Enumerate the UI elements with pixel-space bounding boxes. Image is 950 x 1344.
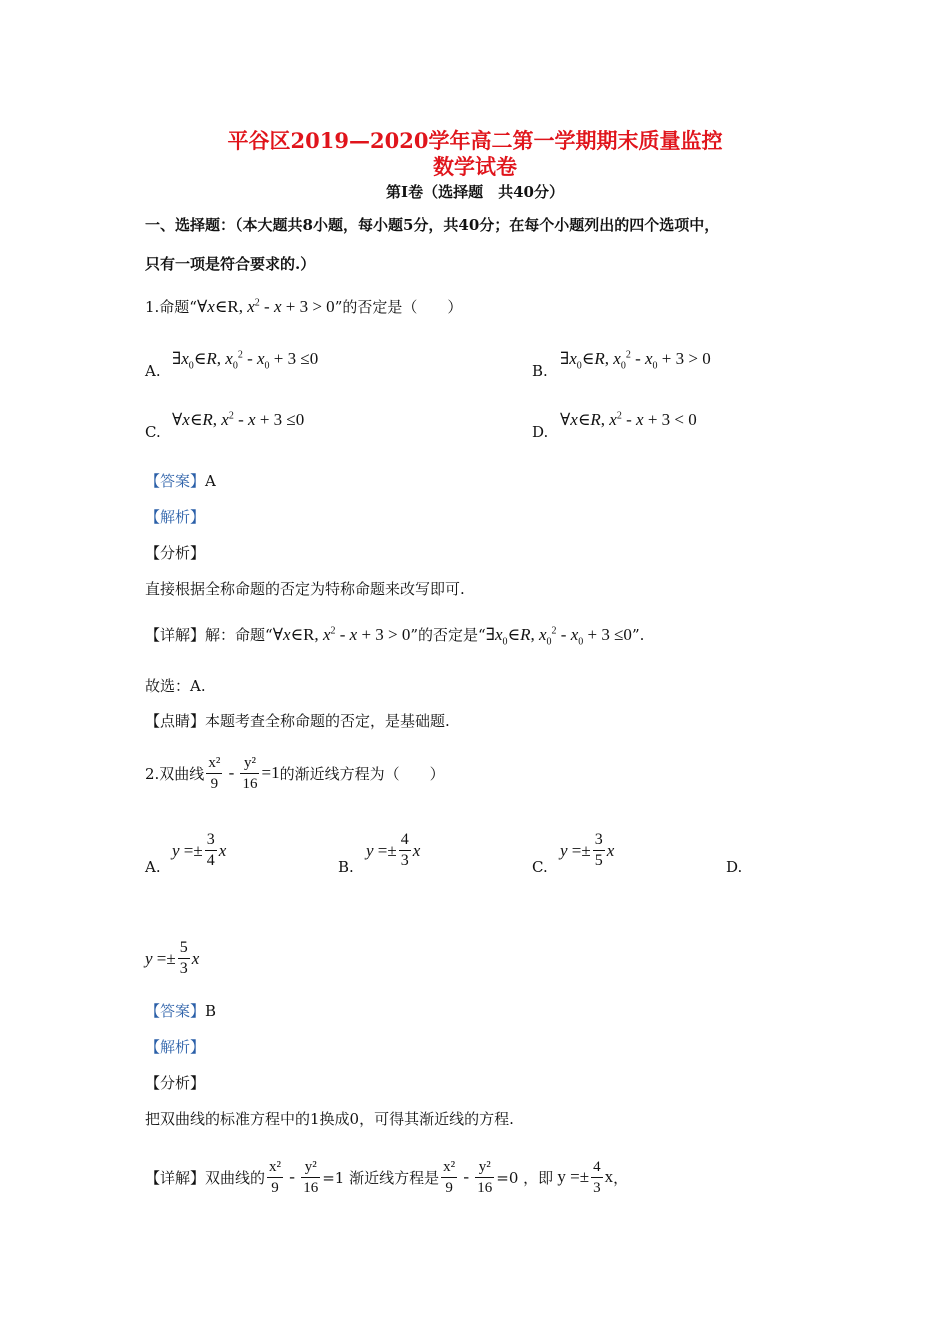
answer-tag: 【答案】 <box>145 1002 206 1020</box>
detail-suffix: ”. <box>631 626 645 644</box>
detail-b: =1 渐近线方程是 <box>322 1168 440 1187</box>
q1-option-b-math: $\exists x_0\in R$, $x_0^2 - x_0 + 3 > 0$ <box>560 349 711 372</box>
detail-tag: 【详解】 <box>145 1168 206 1187</box>
q1-stem <box>145 296 462 317</box>
q2-option-a-label: A. <box>145 858 161 876</box>
q1-fenxi-tag: 【分析】 <box>145 544 206 562</box>
frac-num: 4 <box>399 830 411 851</box>
detail-c: =0 ，即 <box>496 1168 554 1187</box>
q1-analysis-tag: 【解析】 <box>145 508 206 526</box>
option-label: D. <box>532 423 549 441</box>
page-title: 平谷区2019—2020学年高二第一学期期末质量监控 <box>227 128 723 153</box>
q2-option-c-math: y = ± $\frac{3}{5}$ x <box>560 831 615 869</box>
answer-value: A <box>205 472 216 490</box>
section-instructions-2: 只有一项是符合要求的.） <box>145 255 316 273</box>
frac-den: 16 <box>477 1179 493 1196</box>
frac-num: 5 <box>178 938 190 959</box>
page-subtitle-title: 数学试卷 <box>433 154 517 179</box>
q2-option-d-label: D. <box>726 858 743 876</box>
frac-den: 9 <box>445 1179 453 1196</box>
frac-den: 4 <box>206 852 215 869</box>
frac-num: y² <box>475 1157 494 1178</box>
frac-den: 3 <box>179 960 188 977</box>
sign: ± <box>581 840 591 860</box>
detail-math-2: $\exists x_0\in R$, $x_0^2 - x_0 + 3 \le 0$ <box>485 625 632 648</box>
detail-prefix: 解：命题“ <box>205 626 273 644</box>
q1-option-d <box>532 423 548 441</box>
frac-den: 3 <box>400 852 409 869</box>
q2-option-c-label: C. <box>532 858 548 876</box>
frac-y <box>240 753 259 794</box>
section-heading: 第Ⅰ卷（选择题 共40分） <box>386 183 564 201</box>
detail-mid: ”的否定是“ <box>410 626 486 644</box>
q1-option-a-math: $\exists x_0\in R$, $x_0^2 - x_0 + 3 \le 0$ <box>172 349 319 372</box>
eq-one: =1 <box>261 763 280 782</box>
detail-math-1: ∀x∈R, $x^2 - x + 3 > 0$ <box>272 625 411 644</box>
frac-x <box>206 753 222 794</box>
frac-num: 3 <box>205 830 217 851</box>
q2-fenxi-tag: 【分析】 <box>145 1074 206 1092</box>
sign: ± <box>193 840 203 860</box>
frac-num: x² <box>441 1157 457 1178</box>
q2-fenxi-text: 把双曲线的标准方程中的1换成0，可得其渐近线的方程. <box>145 1110 514 1128</box>
q1-stem-math: ∀x∈R, $x^2 - x + 3 > 0$ <box>196 297 335 316</box>
frac-den: 5 <box>594 852 603 869</box>
frac-num: y² <box>301 1157 320 1178</box>
option-label: A. <box>145 362 161 380</box>
sign: ± <box>166 948 176 968</box>
q1-detail <box>145 624 644 647</box>
q1-dianjing <box>145 710 450 731</box>
q2-stem: 2.双曲线 $\frac{\text{x²}}{9}$ - $\frac{\text{y²}}{16}$ =1 的渐近线方程为（ ） <box>145 754 445 792</box>
frac-den: 9 <box>210 775 219 792</box>
frac-num: y² <box>240 753 259 774</box>
sign: ± <box>387 840 397 860</box>
dianjing-text: 本题考查全称命题的否定，是基础题. <box>205 712 450 730</box>
q1-stem-prefix: 1.命题“ <box>145 298 197 316</box>
frac-num: 4 <box>591 1157 603 1178</box>
frac-den: 16 <box>303 1179 319 1196</box>
q1-stem-suffix: ”的否定是（ ） <box>334 298 463 316</box>
frac-den: 9 <box>271 1179 279 1196</box>
detail-d: ， <box>613 1168 629 1187</box>
q1-guxuan: 故选：A. <box>145 677 206 695</box>
dianjing-tag: 【点睛】 <box>145 712 206 730</box>
detail-tag: 【详解】 <box>145 626 206 644</box>
q1-fenxi-text: 直接根据全称命题的否定为特称命题来改写即可. <box>145 580 465 598</box>
q1-option-d-math: ∀x∈R, $x^2 - x + 3 < 0$ <box>560 410 697 429</box>
detail-a: 双曲线的 <box>205 1168 266 1187</box>
q2-answer <box>145 1000 216 1021</box>
option-label: C. <box>145 423 161 441</box>
frac-num: 3 <box>593 830 605 851</box>
q2-stem-suffix: 的渐近线方程为（ ） <box>279 764 445 783</box>
q1-option-a <box>145 362 161 380</box>
frac-num: x² <box>267 1157 283 1178</box>
q2-detail: 【详解】 双曲线的 $\frac{\text{x²}}{9}$ - $\frac{\text{y²}}{16}$ =1 渐近线方程是 $\frac{\text{x²}}{9}$ - $\frac{\text{y²}}{16}$ =0 ，即 y = ± $\frac{4}{3}$ x ， <box>145 1158 629 1196</box>
option-label: B. <box>532 362 548 380</box>
section-instructions-1: 一、选择题：（本大题共8小题，每小题5分，共40分；在每个小题列出的四个选项中， <box>145 216 720 234</box>
q2-stem-prefix: 2.双曲线 <box>145 764 205 783</box>
answer-value: B <box>205 1002 217 1020</box>
q2-option-a-math: y = ± $\frac{3}{4}$ x <box>172 831 227 869</box>
frac-den: 3 <box>593 1179 601 1196</box>
q1-option-c-math: ∀x∈R, $x^2 - x + 3 \le 0$ <box>172 410 305 429</box>
q2-option-d-math: y = ± $\frac{5}{3}$ x <box>145 939 200 977</box>
q2-option-b-math: y = ± $\frac{4}{3}$ x <box>366 831 421 869</box>
q2-analysis-tag: 【解析】 <box>145 1038 206 1056</box>
answer-tag: 【答案】 <box>145 472 206 490</box>
q1-answer <box>145 470 216 491</box>
q2-option-b-label: B. <box>338 858 354 876</box>
sign: ± <box>579 1167 590 1186</box>
q1-option-c <box>145 423 161 441</box>
frac-num: x² <box>206 753 222 774</box>
q1-option-b <box>532 362 548 380</box>
frac-den: 16 <box>242 775 258 792</box>
